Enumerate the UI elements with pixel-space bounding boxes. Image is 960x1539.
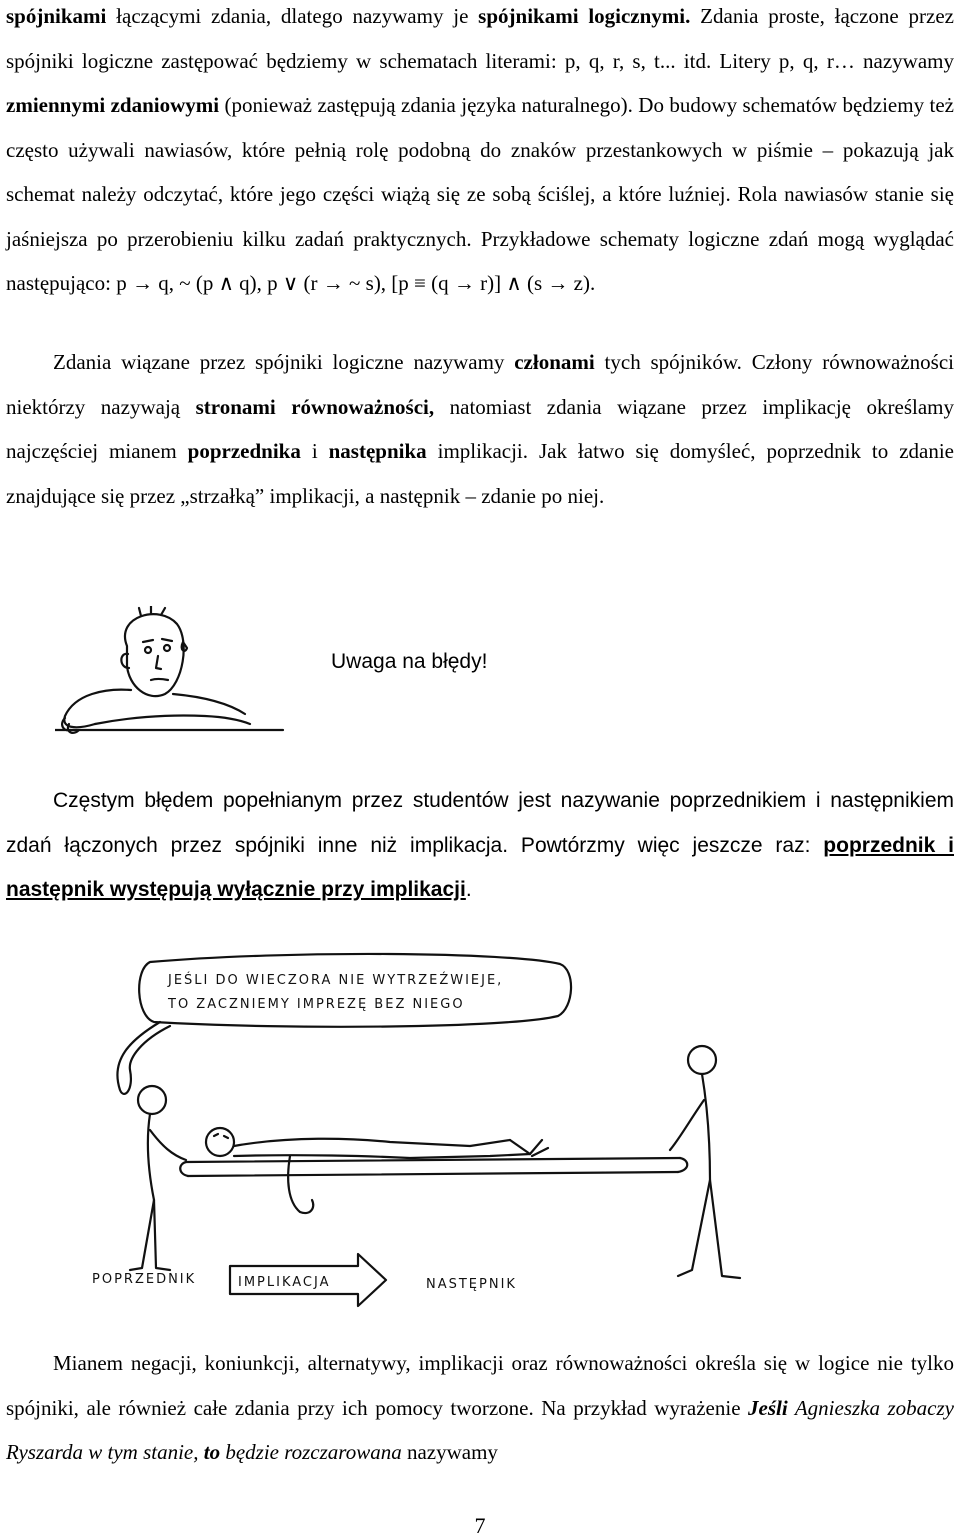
paragraph-logical-connectives (6, 0, 954, 306)
paragraph-members (6, 340, 954, 518)
bold-term: poprzednika (187, 439, 301, 463)
text-run: natomiast zdania wiązane przez implikację określamy najczęściej mianem (6, 394, 954, 463)
text-run: tych spójników. Człony równoważności niektórzy nazywają (6, 350, 954, 419)
bold-term: członami (514, 350, 595, 374)
text-run: łączącymi zdania, dlatego nazywamy je (106, 4, 479, 28)
bold-term: następnika (328, 439, 427, 463)
bold-term: stronami równoważności, (195, 394, 435, 419)
text-run: . (465, 878, 472, 901)
bold-term: spójnikami (6, 4, 107, 28)
text-run: Zdania wiązane przez spójniki logiczne nazywamy (53, 350, 515, 374)
text-run: Zdania proste, łączone przez spójniki logiczne zastępować będziemy w schematach literami: p, q, r, s, t... itd. Litery p, q, r… nazywamy (6, 4, 954, 73)
bold-italic-term: to (198, 1440, 221, 1464)
stretcher-cartoon-illustration (90, 950, 880, 1310)
page-number: 7 (474, 1513, 486, 1538)
text-run: Mianem negacji, koniunkcji, alternatywy, implikacji oraz równoważności określa się w logice nie tylko spójniki, ale również całe zdania przy ich pomocy tworzone. Na przykład wyrażenie (6, 1351, 954, 1420)
text-run: implikacji. Jak łatwo się domyśleć, poprzednik to zdanie znajdujące się przez „strzałką” implikacji, a następnik – zdanie po niej. (6, 439, 954, 508)
bold-term: spójnikami logicznymi. (478, 4, 691, 28)
consequent-label: NASTĘPNIK (426, 1277, 517, 1292)
worried-man-illustration (55, 606, 285, 756)
text-run: Częstym błędem popełnianym przez studentów jest nazywanie poprzednikiem i następnikiem zdań łączonych przez spójniki inne niż implikacja. Powtórzmy więc jeszcze raz: (6, 789, 954, 857)
text-run: i (300, 439, 329, 463)
speech-text-line-2: TO ZACZNIEMY IMPREZĘ BEZ NIEGO (168, 997, 465, 1012)
warning-heading: Uwaga na błędy! (331, 650, 488, 673)
speech-bubble (139, 954, 571, 1027)
italic-text: będzie rozczarowana (220, 1440, 402, 1464)
text-run: (ponieważ zastępują zdania języka naturalnego). Do budowy schematów będziemy też często używali nawiasów, które pełnią rolę podobną do znaków przestankowych w piśmie – pokazują jak schemat należy odczytać, które jego części wiążą się ze sobą ściślej, a które luźniej. Rola nawiasów stanie się jaśniejsza po przerobieniu kilku zadań praktycznych. Przykładowe schematy logiczne zdań mogą wyglądać następująco: p → q, ~ (p ∧ q), p ∨ (r → ~ s), [p ≡ (q → r)] ∧ (s → z). (6, 93, 954, 295)
antecedent-label: POPRZEDNIK (92, 1272, 197, 1287)
speech-text-line-1: JEŚLI DO WIECZORA NIE WYTRZEŹWIEJE, (168, 973, 504, 988)
italic-text: Agnieszka zobaczy Ryszarda w tym stanie, (6, 1395, 955, 1464)
implication-label: IMPLIKACJA (238, 1275, 331, 1290)
underlined-rule: poprzednik i następnik występują wyłącznie przy implikacji (6, 833, 954, 901)
bold-term: zmiennymi zdaniowymi (6, 93, 220, 117)
bold-italic-term: Jeśli (748, 1395, 788, 1420)
paragraph-sentence-types (6, 1341, 954, 1475)
text-run: nazywamy (401, 1440, 498, 1464)
paragraph-common-mistake (6, 779, 954, 913)
